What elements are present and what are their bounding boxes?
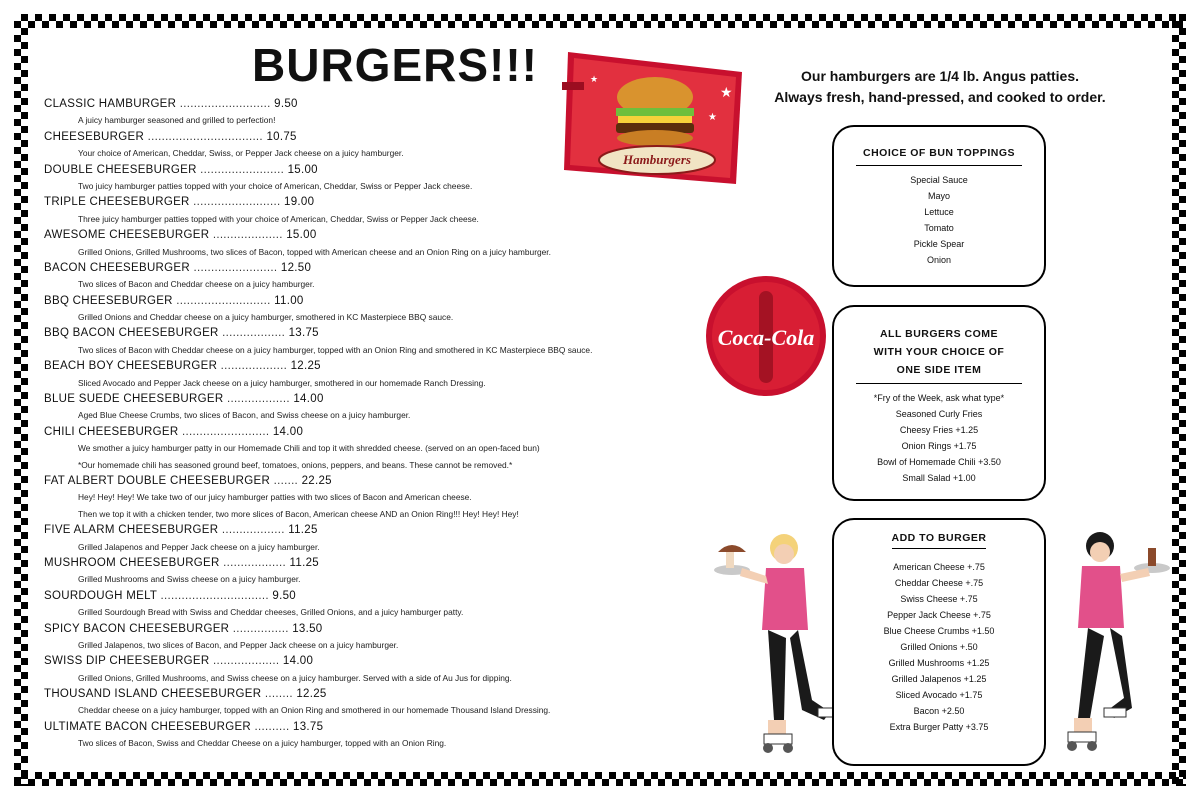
option-item: Grilled Jalapenos +1.25 [891, 674, 987, 684]
bun-toppings-box [832, 125, 1046, 287]
waitress-right-image [1048, 518, 1178, 770]
menu-item-name: SPICY BACON CHEESEBURGER [44, 622, 230, 635]
coke-text: Coca-Cola [717, 325, 815, 350]
add-to-burger-header: ADD TO BURGER [892, 532, 987, 549]
menu-item [44, 194, 684, 210]
menu-item-leader-dots: .................. [218, 524, 285, 537]
menu-item-description: A juicy hamburger seasoned and grilled to perfection! [78, 115, 276, 126]
menu-item-description: Grilled Onions, Grilled Mushrooms, two slices of Bacon, topped with American cheese and an Onion Ring on a juicy hamburger. [78, 246, 551, 257]
menu-item-description: Grilled Onions, Grilled Mushrooms, and Swiss cheese on a juicy hamburger. Served with a side of Au Jus for dipping. [78, 672, 512, 683]
menu-item [44, 653, 684, 669]
menu-item [44, 522, 684, 538]
option-item: Blue Cheese Crumbs +1.50 [883, 626, 995, 636]
divider [856, 383, 1022, 384]
menu-item [44, 473, 684, 489]
option-item: Small Salad +1.00 [902, 473, 976, 483]
menu-item-price: 11.25 [289, 556, 319, 569]
menu-item-name: TRIPLE CHEESEBURGER [44, 196, 190, 209]
menu-item-name: MUSHROOM CHEESEBURGER [44, 556, 220, 569]
menu-item-price: 13.75 [288, 327, 319, 340]
menu-item-leader-dots: ........................ [189, 261, 278, 274]
menu-item-name: SWISS DIP CHEESEBURGER [44, 655, 210, 668]
menu-item [44, 293, 684, 309]
menu-item [44, 358, 684, 374]
tagline-line-1: Our hamburgers are 1/4 lb. Angus patties. [801, 68, 1079, 84]
menu-item-description: Then we top it with a chicken tender, two more slices of Bacon, American cheese AND an Onion Ring!!! Hey! Hey! Hey! [78, 508, 519, 519]
menu-item-name: BLUE SUEDE CHEESEBURGER [44, 393, 224, 406]
menu-item-description: Hey! Hey! Hey! We take two of our juicy hamburger patties with two slices of Bacon and American cheese. [78, 492, 472, 503]
menu-item-price: 12.25 [296, 688, 327, 701]
menu-item [44, 621, 684, 637]
menu-item-name: AWESOME CHEESEBURGER [44, 229, 210, 242]
menu-item-leader-dots: ........................ [196, 163, 285, 176]
tagline [760, 66, 1120, 108]
option-item: Cheesy Fries +1.25 [899, 425, 979, 435]
menu-item-price: 10.75 [266, 130, 297, 143]
coca-cola-logo [705, 275, 827, 397]
menu-item-name: ULTIMATE BACON CHEESEBURGER [44, 720, 252, 733]
side-item-box [832, 305, 1046, 501]
menu-item-description: Grilled Jalapenos, two slices of Bacon, and Pepper Jack cheese on a juicy hamburger. [78, 639, 399, 650]
menu-item-name: CHILI CHEESEBURGER [44, 425, 179, 438]
menu-item-leader-dots: ....... [270, 474, 299, 487]
option-item: Pepper Jack Cheese +.75 [887, 610, 991, 620]
menu-item-price: 9.50 [272, 589, 296, 602]
option-item: Seasoned Curly Fries [895, 409, 983, 419]
menu-item-leader-dots: .......... [251, 720, 290, 733]
menu-item-name: THOUSAND ISLAND CHEESEBURGER [44, 688, 262, 701]
menu-item-price: 9.50 [274, 98, 298, 110]
menu-item-price: 15.00 [287, 163, 318, 176]
add-to-burger-box [832, 518, 1046, 766]
side-item-header-line: WITH YOUR CHOICE OF [873, 346, 1005, 358]
menu-item-leader-dots: .................. [223, 393, 290, 406]
side-item-header [834, 325, 1044, 383]
menu-item [44, 555, 684, 571]
menu-item-leader-dots: ............................... [157, 589, 269, 602]
menu-item-price: 11.25 [288, 524, 318, 537]
option-item: American Cheese +.75 [893, 562, 985, 572]
menu-item [44, 227, 684, 243]
menu-item-name: SOURDOUGH MELT [44, 589, 158, 602]
option-item: Bacon +2.50 [913, 706, 965, 716]
menu-item-name: FIVE ALARM CHEESEBURGER [44, 524, 219, 537]
menu-item [44, 719, 684, 735]
menu-item-name: FAT ALBERT DOUBLE CHEESEBURGER [44, 474, 271, 487]
menu-item-leader-dots: ................ [229, 622, 289, 635]
option-item: Tomato [924, 223, 954, 233]
menu-item-price: 11.00 [274, 294, 304, 307]
menu-item-description: *Our homemade chili has seasoned ground beef, tomatoes, onions, peppers, and beans. These cannot be removed.* [78, 459, 513, 470]
option-item: Onion Rings +1.75 [901, 441, 977, 451]
menu-item-description: Three juicy hamburger patties topped with your choice of American, Cheddar, Swiss or Pepper Jack cheese. [78, 213, 479, 224]
menu-item-description: Two slices of Bacon with Cheddar cheese on a juicy hamburger, topped with an Onion Ring and smothered in KC Masterpiece BBQ sauce. [78, 344, 593, 355]
side-item-list [834, 390, 1044, 486]
side-item-header-line: ONE SIDE ITEM [896, 364, 982, 376]
menu-item-description: Two juicy hamburger patties topped with your choice of American, Cheddar, Swiss or Pepper Jack cheese. [78, 180, 473, 191]
option-item: Swiss Cheese +.75 [900, 594, 978, 604]
menu-item-price: 22.25 [301, 474, 332, 487]
menu-item-name: CLASSIC HAMBURGER [44, 98, 177, 110]
option-item: Mayo [927, 191, 950, 201]
menu-item-description: Your choice of American, Cheddar, Swiss, or Pepper Jack cheese on a juicy hamburger. [78, 148, 404, 159]
option-item: Extra Burger Patty +3.75 [889, 722, 989, 732]
menu-item-description: Grilled Mushrooms and Swiss cheese on a juicy hamburger. [78, 574, 301, 585]
menu-item-price: 13.50 [292, 622, 323, 635]
side-item-header-line: ALL BURGERS COME [879, 328, 999, 340]
svg-text:★: ★ [708, 112, 717, 123]
menu-item-price: 14.00 [282, 655, 314, 668]
menu-item-leader-dots: ........................... [172, 294, 271, 307]
sign-text: Hamburgers [623, 152, 691, 167]
menu-item-description: Grilled Sourdough Bread with Swiss and Cheddar cheeses, Grilled Onions, and a juicy hamburger patty. [78, 607, 464, 618]
menu-item-name: BACON CHEESEBURGER [44, 261, 190, 274]
menu-item-name: DOUBLE CHEESEBURGER [44, 163, 197, 176]
menu-item-leader-dots: .................... [209, 229, 283, 242]
menu-item-leader-dots: ................... [209, 655, 280, 668]
page-title: BURGERS!!! [252, 39, 538, 91]
menu-item-name: BBQ CHEESEBURGER [44, 294, 173, 307]
menu-item [44, 391, 684, 407]
burger-menu-list [44, 96, 684, 752]
menu-item [44, 686, 684, 702]
bun-toppings-header: CHOICE OF BUN TOPPINGS [863, 147, 1015, 159]
menu-item-description: Two slices of Bacon, Swiss and Cheddar Cheese on a juicy hamburger, topped with an Onion Ring. [78, 738, 447, 749]
menu-item-description: Grilled Jalapenos and Pepper Jack cheese on a juicy hamburger. [78, 541, 320, 552]
tagline-line-2: Always fresh, hand-pressed, and cooked to order. [774, 89, 1106, 105]
border-left [14, 14, 28, 786]
menu-item-leader-dots: ................... [217, 360, 288, 373]
menu-item-description: We smother a juicy hamburger patty in our Homemade Chili and top it with shredded cheese. (served on an open-faced bun) [78, 443, 540, 454]
menu-item-leader-dots: ................................. [144, 130, 263, 143]
option-item: Grilled Onions +.50 [900, 642, 978, 652]
menu-item-leader-dots: ......................... [178, 425, 270, 438]
border-top [14, 14, 1186, 28]
svg-text:★: ★ [590, 75, 599, 85]
menu-item-price: 12.25 [290, 360, 321, 373]
hamburgers-sign-image [560, 42, 750, 192]
option-item: Special Sauce [910, 175, 968, 185]
menu-item [44, 424, 684, 440]
bun-toppings-list [834, 172, 1044, 268]
option-item: Pickle Spear [913, 239, 965, 249]
menu-item-description: Aged Blue Cheese Crumbs, two slices of Bacon, and Swiss cheese on a juicy hamburger. [78, 410, 411, 421]
option-item: Cheddar Cheese +.75 [894, 578, 984, 588]
option-item: Bowl of Homemade Chili +3.50 [877, 457, 1001, 467]
menu-item-description: Two slices of Bacon and Cheddar cheese on a juicy hamburger. [78, 279, 315, 290]
menu-item [44, 260, 684, 276]
menu-item-leader-dots: .......................... [176, 98, 271, 110]
menu-item-price: 19.00 [284, 196, 315, 209]
svg-text:★: ★ [720, 85, 733, 101]
menu-item-description: Cheddar cheese on a juicy hamburger, topped with an Onion Ring and smothered in our homemade Thousand Island Dressing. [78, 705, 551, 716]
menu-item-name: BEACH BOY CHEESEBURGER [44, 360, 218, 373]
option-item: Onion [926, 255, 952, 265]
menu-item [44, 325, 684, 341]
waitress-left-image [712, 520, 842, 770]
divider [856, 165, 1022, 166]
menu-item-price: 12.50 [280, 261, 312, 274]
menu-item-price: 15.00 [286, 229, 317, 242]
menu-item-name: BBQ BACON CHEESEBURGER [44, 327, 219, 340]
option-item: Sliced Avocado +1.75 [895, 690, 983, 700]
border-bottom [14, 772, 1186, 786]
menu-item-name: CHEESEBURGER [44, 130, 145, 143]
option-item: Lettuce [924, 207, 954, 217]
menu-item-leader-dots: .................. [218, 327, 286, 340]
menu-item-description: Sliced Avocado and Pepper Jack cheese on a juicy hamburger, smothered in our homemade Ranch Dressing. [78, 377, 486, 388]
menu-item [44, 588, 684, 604]
menu-item-leader-dots: ........ [261, 688, 293, 701]
menu-item-leader-dots: ......................... [189, 196, 281, 209]
menu-item-price: 14.00 [293, 393, 324, 406]
menu-item-price: 14.00 [272, 425, 304, 438]
option-item: Grilled Mushrooms +1.25 [888, 658, 990, 668]
option-item: *Fry of the Week, ask what type* [873, 393, 1005, 403]
menu-item-price: 13.75 [293, 720, 324, 733]
menu-item-leader-dots: .................. [219, 556, 287, 569]
add-to-burger-list [834, 559, 1044, 735]
menu-item-description: Grilled Onions and Cheddar cheese on a juicy hamburger, smothered in KC Masterpiece BBQ sauce. [78, 312, 454, 323]
